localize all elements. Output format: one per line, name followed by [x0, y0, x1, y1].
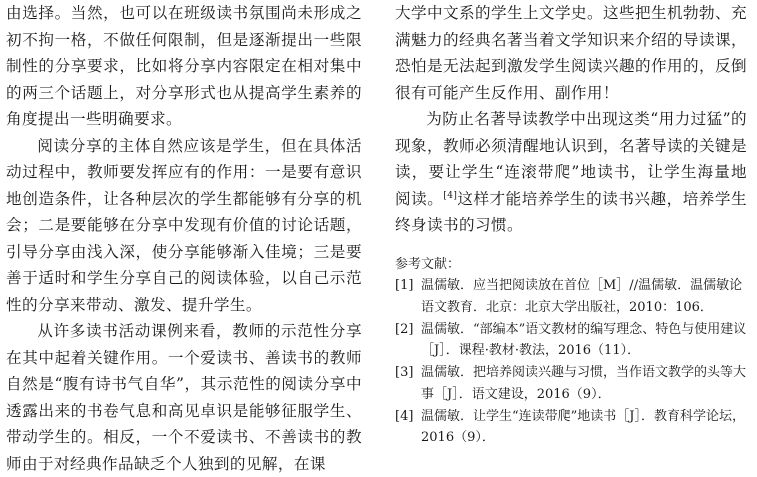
reference-list	[395, 275, 747, 449]
right-column	[395, 0, 747, 445]
reference-item	[395, 406, 747, 449]
reference-text: 温儒敏．应当把阅读放在首位［M］//温儒敏．温儒敏论语文教育．北京：北京大学出版社，2010：106．	[421, 278, 743, 315]
reference-text: 温儒敏．“部编本”语文教材的编写理念、特色与使用建议［J］．课程·教材·教法，2016（11）．	[421, 321, 747, 358]
reference-number: [1]	[395, 278, 414, 293]
reference-number: [2]	[395, 321, 414, 337]
reference-item	[395, 319, 747, 362]
body-paragraph: 从许多读书活动课例来看，教师的示范性分享在其中起着关键作用。一个爱读书、善读书的教师自然是“腹有诗书气自华”，其示范性的阅读分享中透露出来的书卷气息和高见卓识是能够征服学生、带动学生的。相反，一个不爱读书、不善读书的教师由于对经典作品缺乏个人独到的见解，在课	[6, 322, 362, 473]
reference-number: [4]	[395, 408, 414, 424]
left-column	[6, 0, 362, 477]
body-paragraph: 阅读分享的主体自然应该是学生，但在具体活动过程中，教师要发挥应有的作用：一是要有意识地创造条件，让各种层次的学生都能够有分享的机会；二是要能够在分享中发现有价值的讨论话题，引导分享由浅入深，使分享能够渐入佳境；三是要善于适时和学生分享自己的阅读体验，以自己示范性的分享来带动、激发、提升学生。	[6, 136, 362, 314]
body-paragraph: 由选择。当然，也可以在班级读书氛围尚未形成之初不拘一格，不做任何限制，但是逐渐提出一些限制性的分享要求，比如将分享内容限定在相对集中的两三个话题上，对分享形式也从提高学生素养的角度提出一些明确要求。	[6, 4, 362, 128]
citation-marker: [4]	[443, 190, 458, 201]
reference-item	[395, 275, 747, 318]
body-paragraph: 大学中文系的学生上文学史。这些把生机勃勃、充满魅力的经典名著当着文学知识来介绍的导读课，恐怕是无法起到激发学生阅读兴趣的作用的，反倒很有可能产生反作用、副作用！	[395, 4, 747, 102]
reference-text: 温儒敏．让学生“连读带爬”地读书［J］．教育科学论坛，2016（9）．	[421, 408, 746, 445]
paragraph-text: 为防止名著导读教学中出现这类“用力过猛”的现象，教师必须清醒地认识到，名著导读的关键是读，要让学生“连滚带爬”地读书，让学生海量地阅读。	[395, 110, 747, 208]
reference-item	[395, 362, 747, 405]
reference-number: [3]	[395, 365, 414, 380]
body-paragraph	[395, 106, 747, 239]
reference-text: 温儒敏．把培养阅读兴趣与习惯，当作语文教学的头等大事［J］．语文建设，2016（9）．	[421, 365, 747, 402]
references-title: 参考文献：	[395, 257, 461, 272]
paragraph-text: 这样才能培养学生的读书兴趣，培养学生终身读书的习惯。	[395, 189, 747, 234]
